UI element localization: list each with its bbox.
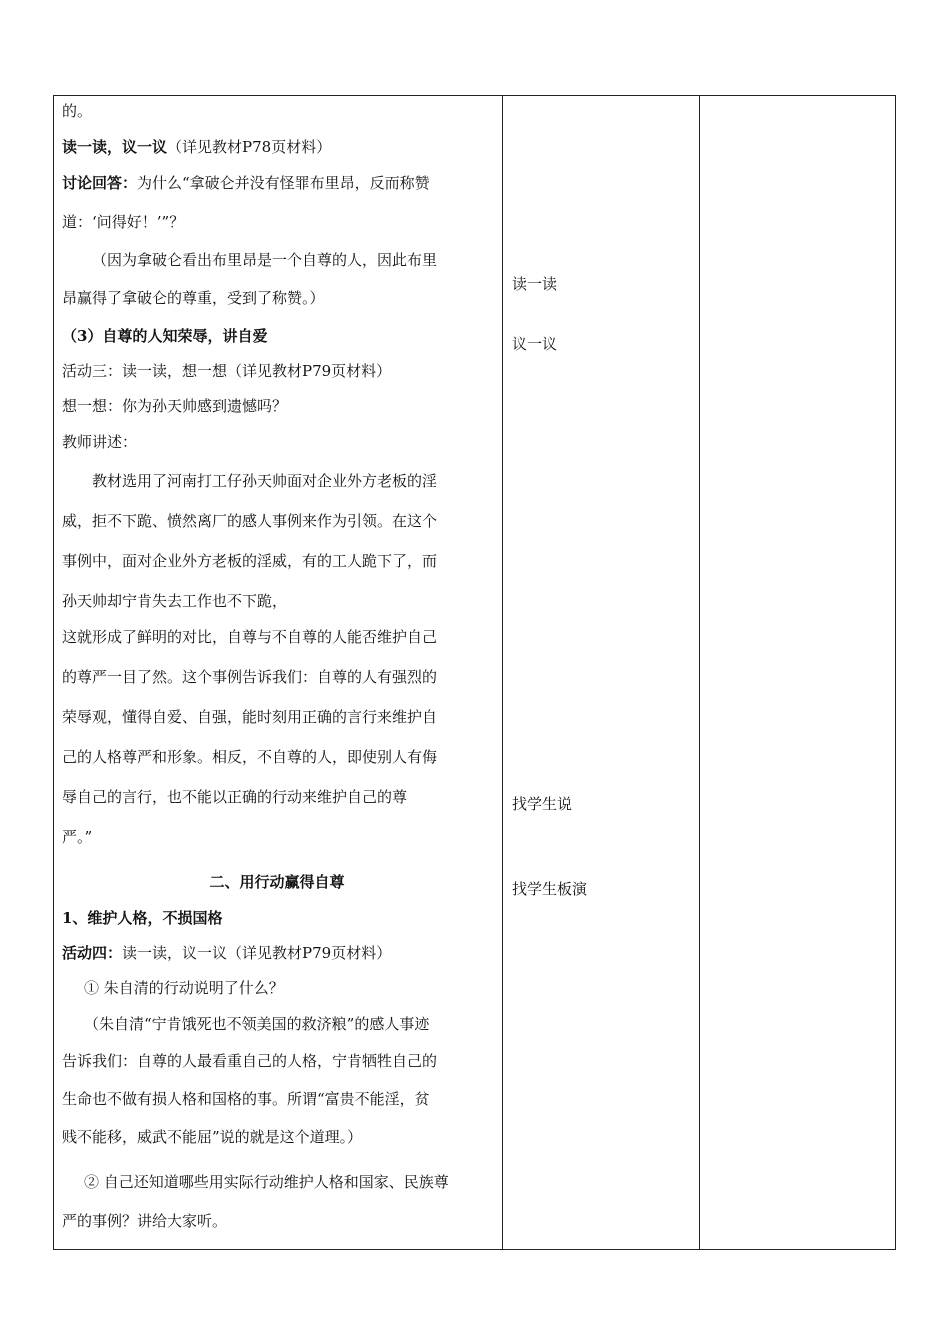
text-line: 活动三：读一读，想一想（详见教材P79页材料）	[62, 362, 392, 380]
text-line: 事例中，面对企业外方老板的淫威，有的工人跪下了，而	[62, 552, 438, 570]
text-line: 贱不能移，威武不能屈”说的就是这个道理。）	[62, 1128, 363, 1146]
text-line: 教材选用了河南打工仔孙天帅面对企业外方老板的淫	[92, 472, 438, 490]
activity-title: 读一读，议一议	[62, 138, 168, 156]
text-line: 严。”	[62, 828, 93, 846]
text-line: 昂赢得了拿破仑的尊重，受到了称赞。）	[62, 289, 325, 307]
text-line: 这就形成了鲜明的对比，自尊与不自尊的人能否维护自己	[62, 628, 438, 646]
section-heading: （3）自尊的人知荣辱，讲自爱	[62, 327, 268, 345]
text-line: 的尊严一目了然。这个事例告诉我们：自尊的人有强烈的	[62, 668, 438, 686]
section-heading: 二、用行动赢得自尊	[209, 873, 345, 891]
text-line: 的。	[62, 102, 93, 120]
side-note: 找学生板演	[512, 880, 588, 898]
text-line: 道：‘问得好！’”？	[62, 213, 185, 231]
question-item: ② 自己还知道哪些用实际行动维护人格和国家、民族尊	[84, 1173, 449, 1191]
text-line: 辱自己的言行，也不能以正确的行动来维护自己的尊	[62, 788, 408, 806]
text-line	[62, 168, 430, 198]
text-line: 教师讲述：	[62, 433, 138, 451]
activity-title: 活动四：	[62, 944, 123, 962]
text-span: 为什么“拿破仑并没有怪罪布里昂，反而称赞	[137, 174, 430, 192]
side-note: 议一议	[512, 335, 558, 353]
text-span: 读一读，议一议（详见教材P79页材料）	[122, 944, 392, 962]
text-line	[62, 938, 391, 968]
question-item: ① 朱自清的行动说明了什么？	[84, 979, 284, 997]
text-line: 生命也不做有损人格和国格的事。所谓“富贵不能淫，贫	[62, 1090, 430, 1108]
text-line: 孙天帅却宁肯失去工作也不下跪，	[62, 592, 288, 610]
side-note: 读一读	[512, 275, 558, 293]
subsection-heading: 1、维护人格，不损国格	[62, 909, 223, 927]
column-divider	[699, 96, 700, 1249]
text-line: 己的人格尊严和形象。相反，不自尊的人，即使别人有侮	[62, 748, 438, 766]
text-line: 威，拒不下跪、愤然离厂的感人事例来作为引领。在这个	[62, 512, 438, 530]
lesson-plan-table	[53, 95, 896, 1250]
text-line: 想一想：你为孙天帅感到遗憾吗？	[62, 397, 288, 415]
side-note: 找学生说	[512, 795, 573, 813]
text-line: （因为拿破仑看出布里昂是一个自尊的人，因此布里	[92, 251, 438, 269]
text-line: 告诉我们：自尊的人最看重自己的人格，宁肯牺牲自己的	[62, 1052, 438, 1070]
text-line	[62, 132, 331, 162]
text-line: （朱自清“宁肯饿死也不领美国的救济粮”的感人事迹	[84, 1015, 430, 1033]
text-line: 荣辱观，懂得自爱、自强，能时刻用正确的言行来维护自	[62, 708, 438, 726]
text-span: （详见教材P78页材料）	[167, 138, 332, 156]
column-divider	[502, 96, 503, 1249]
discussion-label: 讨论回答：	[62, 174, 138, 192]
text-line: 严的事例？讲给大家听。	[62, 1212, 228, 1230]
